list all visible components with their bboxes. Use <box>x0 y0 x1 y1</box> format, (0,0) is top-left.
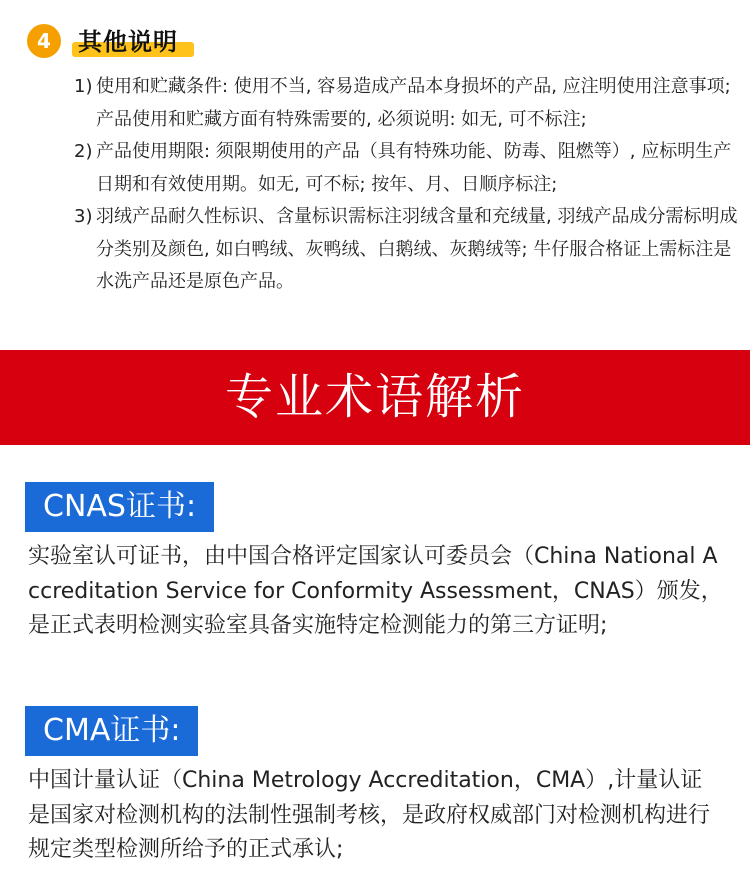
notes-list <box>74 71 739 299</box>
section-number-badge: 4 <box>27 24 61 58</box>
list-item-text: 产品使用期限: 须限期使用的产品（具有特殊功能、防毒、阻燃等）, 应标明生产日期和有效使用期。如无, 可不标; 按年、月、日顺序标注; <box>96 141 732 195</box>
list-item <box>74 201 739 299</box>
list-item-number: 2) <box>74 141 93 162</box>
cnas-definition: 实验室认可证书，由中国合格评定国家认可委员会（China National Accreditation Service for Conformity Assessment，CNAS）颁发，是正式表明检测实验室具备实施特定检测能力的第三方证明; <box>28 544 723 638</box>
list-item <box>74 71 739 136</box>
list-item-text: 羽绒产品耐久性标识、含量标识需标注羽绒含量和充绒量, 羽绒产品成分需标明成分类别及颜色, 如白鸭绒、灰鸭绒、白鹅绒、灰鹅绒等; 牛仔服合格证上需标注是水洗产品还是原色产品。 <box>96 206 738 292</box>
list-item <box>74 136 739 201</box>
other-notes-section <box>0 0 750 350</box>
cnas-label: CNAS证书: <box>25 482 214 532</box>
section-title-wrap <box>78 22 178 57</box>
terminology-banner: 专业术语解析 <box>0 350 750 445</box>
list-item-text: 使用和贮藏条件: 使用不当, 容易造成产品本身损坏的产品, 应注明使用注意事项; 产品使用和贮藏方面有特殊需要的, 必须说明: 如无, 可不标注; <box>96 76 731 130</box>
section-title: 其他说明 <box>78 28 178 56</box>
list-item-number: 3) <box>74 206 93 227</box>
cma-label: CMA证书: <box>25 706 198 756</box>
cma-definition: 中国计量认证（China Metrology Accreditation，CMA）,计量认证是国家对检测机构的法制性强制考核，是政府权威部门对检测机构进行规定类型检测所给予的正式承认; <box>28 768 711 862</box>
list-item-number: 1) <box>74 76 93 97</box>
